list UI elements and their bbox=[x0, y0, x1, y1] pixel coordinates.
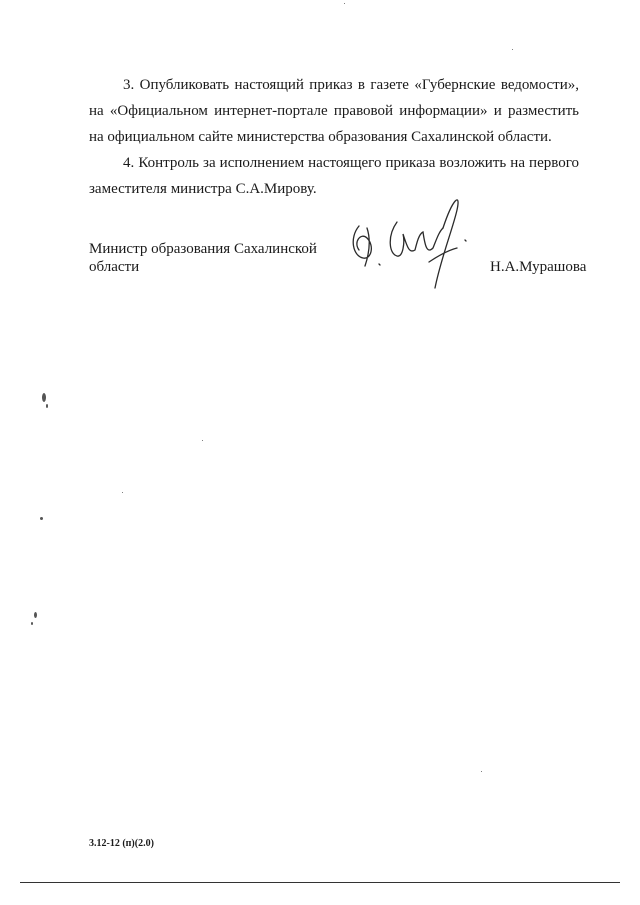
scan-speck bbox=[122, 492, 123, 493]
paragraph-3: 3. Опубликовать настоящий приказ в газете «Губернские ведомости», на «Официальном интернет-портале правовой информации» и разместить на официальном сайте министерства образования Сахалинской области. bbox=[89, 77, 579, 145]
scan-speck bbox=[202, 440, 203, 441]
signature-stroke-surname bbox=[390, 222, 443, 256]
signature-stroke-initial bbox=[353, 226, 371, 266]
scan-speck bbox=[40, 517, 43, 520]
signer-position: Министр образования Сахалинской области bbox=[89, 241, 317, 275]
scan-speck bbox=[481, 771, 482, 772]
bottom-rule bbox=[20, 882, 620, 883]
paragraph-4: 4. Контроль за исполнением настоящего приказа возложить на первого заместителя министра С.А.Мирову. bbox=[89, 155, 579, 197]
scan-speck bbox=[31, 622, 33, 625]
signature-stroke-flourish bbox=[429, 200, 458, 288]
scan-speck bbox=[512, 49, 513, 50]
scan-speck bbox=[344, 3, 345, 4]
scan-speck bbox=[34, 612, 37, 618]
form-code: 3.12-12 (п)(2.0) bbox=[89, 838, 154, 849]
scan-speck bbox=[46, 404, 48, 408]
handwritten-signature bbox=[345, 188, 475, 294]
scan-speck bbox=[42, 393, 46, 402]
signer-name: Н.А.Мурашова bbox=[490, 259, 587, 275]
